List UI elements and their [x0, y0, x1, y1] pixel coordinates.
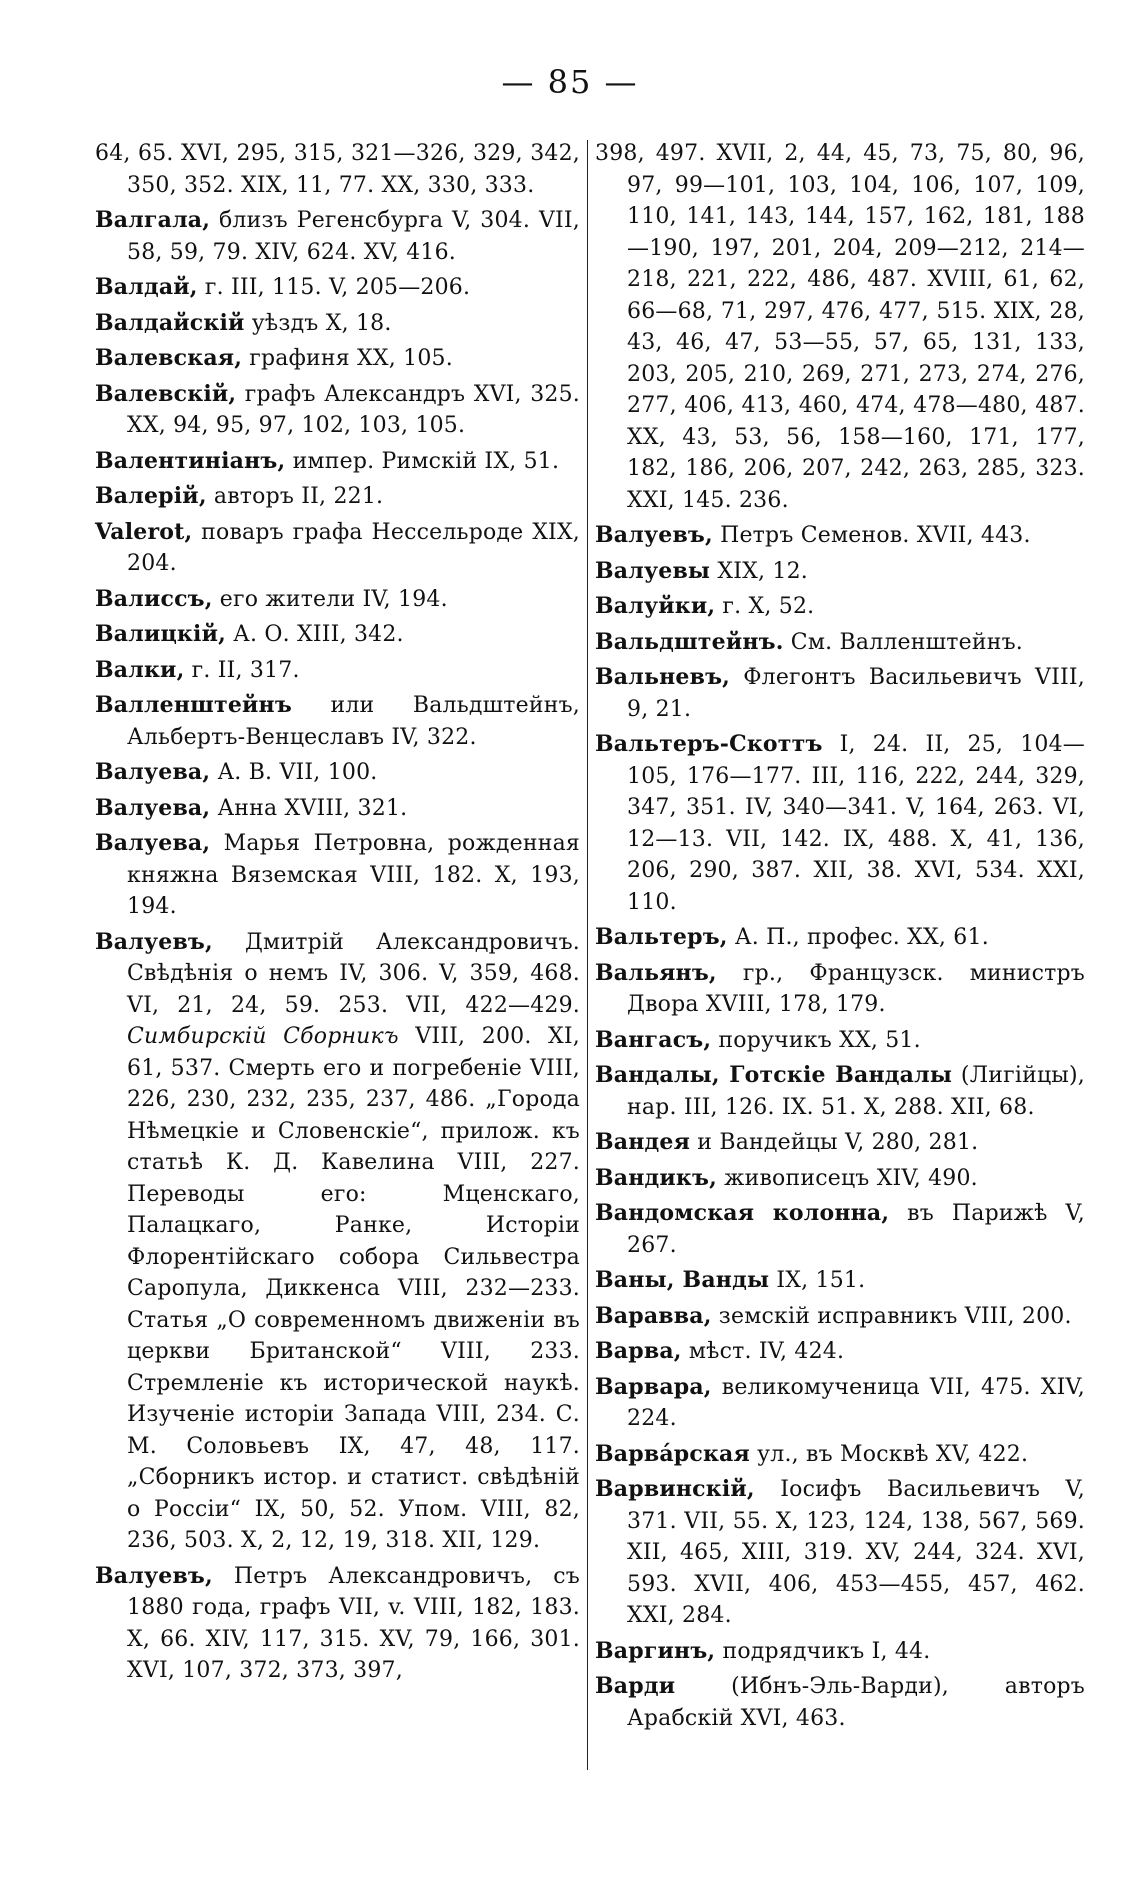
entry-text: ул., въ Москвѣ XV, 422.	[749, 1441, 1029, 1467]
index-entry	[595, 627, 1085, 659]
entry-text: живописецъ XIV, 490.	[716, 1165, 978, 1191]
entry-heading: Валуева,	[95, 830, 211, 856]
index-entry	[595, 1474, 1085, 1632]
entry-text: (Ибнъ-Эль-Варди), авторъ Арабскій XVI, 463.	[627, 1674, 1085, 1731]
entry-heading: Valerot,	[95, 518, 193, 545]
entry-text: г. II, 317.	[184, 657, 300, 683]
column-divider	[587, 140, 588, 1770]
entry-heading: Вальянъ,	[595, 959, 717, 986]
entry-text: Флегонтъ Васильевичъ VIII, 9, 21.	[627, 665, 1085, 722]
entry-heading: Валиссъ,	[95, 585, 213, 612]
entry-heading: Валевскій,	[95, 380, 237, 407]
index-entry	[95, 690, 580, 753]
index-entry	[595, 1301, 1085, 1333]
index-entry	[95, 343, 580, 375]
entry-heading: Валдай,	[95, 274, 198, 300]
entry-heading: Валуйки,	[595, 593, 716, 619]
entry-text: подрядчикъ I, 44.	[715, 1638, 931, 1664]
entry-heading: Валуевъ,	[95, 928, 213, 955]
entry-text: г. X, 52.	[715, 594, 815, 619]
entry-heading: Валуевы	[595, 557, 711, 584]
index-entry	[595, 1671, 1085, 1734]
entry-text: Дмитрій Александровичъ. Свѣдѣнія о немъ IV, 306. V, 359, 468. VI, 21, 24, 59. 253. VII, 422—429.	[127, 929, 580, 1018]
index-entry	[595, 1336, 1085, 1368]
index-entry	[95, 828, 580, 923]
index-entry	[95, 793, 580, 825]
left-column	[95, 138, 580, 1691]
entry-text: уѣздъ X, 18.	[244, 310, 392, 336]
entry-heading: Ваны, Ванды	[595, 1267, 770, 1293]
entry-text: импер. Римскій IX, 51.	[285, 448, 560, 474]
entry-text: поваръ графа Нессельроде XIX, 204.	[127, 519, 580, 576]
entry-text-continued: VIII, 200. XI, 61, 537. Смерть его и погребеніе VIII, 226, 230, 232, 235, 237, 486. „Города Нѣмецкіе и Словенскіе“, прилож. къ статьѣ К. Д. Кавелина VIII, 227. Переводы его: Мценскаго, Палацкаго, Ранке, Исторіи Флорентійскаго собора Сильвестра Саропула, Диккенса VIII, 232—233. Статья „О современномъ движеніи въ церкви Британской“ VIII, 233. Стремленіе къ исторической наукѣ. Изученіе исторіи Запада VIII, 234. С. М. Соловьевъ IX, 47, 48, 117. „Сборникъ истор. и статист. свѣдѣній о Россіи“ IX, 50, 52. Упом. VIII, 82, 236, 503. X, 2, 12, 19, 318. XII, 129.	[127, 1024, 580, 1553]
entry-text: Анна XVIII, 321.	[210, 795, 408, 821]
index-entry	[95, 584, 580, 616]
entry-heading: Валки,	[95, 656, 185, 683]
entry-heading: Валдайскій	[95, 309, 245, 336]
entry-text: А. О. XIII, 342.	[225, 622, 404, 647]
entry-heading: Валгала,	[95, 207, 211, 233]
index-entry	[595, 591, 1085, 623]
index-entry	[95, 927, 580, 1557]
entry-heading: Валевская,	[95, 345, 243, 371]
entry-text: Петръ Семенов. XVII, 443.	[712, 523, 1031, 548]
index-entry	[95, 619, 580, 651]
entry-heading: Вальневъ,	[595, 664, 731, 690]
index-entry	[595, 922, 1085, 954]
entry-heading: Варвара,	[595, 1373, 712, 1400]
index-entry	[595, 556, 1085, 588]
entry-heading: Вальдштейнъ.	[595, 628, 784, 655]
index-entry	[95, 655, 580, 687]
entry-text: 398, 497. XVII, 2, 44, 45, 73, 75, 80, 96, 97, 99—101, 103, 104, 106, 107, 109, 110, 141, 143, 144, 157, 162, 181, 188—190, 197, 201, 204, 209—212, 214—218, 221, 222, 486, 487. XVIII, 61, 62, 66—68, 71, 297, 476, 477, 515. XIX, 28, 43, 46, 47, 53—55, 57, 65, 131, 133, 203, 205, 210, 269, 271, 273, 274, 276, 277, 406, 413, 460, 474, 478—480, 487. XX, 43, 53, 56, 158—160, 171, 177, 182, 186, 206, 207, 242, 263, 285, 323. XXI, 145. 236.	[595, 141, 1085, 513]
index-entry	[595, 1163, 1085, 1195]
entry-heading: Валерій,	[95, 483, 207, 509]
index-entry	[595, 1198, 1085, 1261]
index-entry	[595, 958, 1085, 1021]
entry-heading: Вандалы, Готскіе Вандалы	[595, 1062, 953, 1088]
entry-heading: Варва,	[595, 1338, 682, 1364]
entry-text: въ Парижѣ V, 267.	[627, 1201, 1085, 1258]
entry-text: авторъ II, 221.	[206, 484, 384, 509]
entry-heading: Варди	[595, 1673, 676, 1699]
index-entry	[95, 481, 580, 513]
index-entry	[595, 1372, 1085, 1435]
index-entry	[95, 308, 580, 340]
entry-heading: Варва́рская	[595, 1440, 750, 1467]
index-entry	[595, 1265, 1085, 1297]
entry-heading: Варавва,	[595, 1302, 712, 1329]
entry-text: IX, 151.	[769, 1268, 866, 1293]
index-entry	[595, 1439, 1085, 1471]
entry-text: близъ Регенсбурга V, 304. VII, 58, 59, 79. XIV, 624. XV, 416.	[127, 208, 580, 265]
entry-text: (Лигійцы), нар. III, 126. IX. 51. X, 288. XII, 68.	[627, 1063, 1085, 1120]
entry-text: его жители IV, 194.	[212, 586, 448, 612]
entry-text: и Вандейцы V, 280, 281.	[690, 1130, 979, 1155]
index-entry	[95, 379, 580, 442]
index-entry	[95, 757, 580, 789]
index-entry	[595, 1127, 1085, 1159]
entry-text: графиня XX, 105.	[242, 346, 453, 371]
index-entry	[595, 1636, 1085, 1668]
entry-text: См. Валленштейнъ.	[783, 629, 1023, 655]
index-entry	[95, 1561, 580, 1687]
entry-text: Петръ Александровичъ, съ 1880 года, графъ VII, v. VIII, 182, 183. X, 66. XIV, 117, 315. XV, 79, 166, 301. XVI, 107, 372, 373, 397,	[127, 1563, 580, 1683]
entry-heading: Вандомская колонна,	[595, 1200, 890, 1226]
entry-heading: Валуева,	[95, 794, 211, 821]
entry-heading: Валентиніанъ,	[95, 447, 286, 474]
entry-text: I, 24. II, 25, 104—105, 176—177. III, 116, 222, 244, 329, 347, 351. IV, 340—341. V, 164, 263. VI, 12—13. VII, 142. IX, 488. X, 41, 136, 206, 290, 387. XII, 38. XVI, 534. XXI, 110.	[627, 732, 1085, 915]
index-entry	[595, 138, 1085, 516]
entry-text: гр., Французск. министръ Двора XVIII, 178, 179.	[627, 960, 1085, 1017]
entry-text: или Вальдштейнъ, Альбертъ-Венцеславъ IV, 322.	[127, 693, 580, 750]
index-entry	[595, 520, 1085, 552]
entry-text: великомученица VII, 475. XIV, 224.	[627, 1374, 1085, 1431]
index-entry	[95, 272, 580, 304]
entry-heading: Вангасъ,	[595, 1026, 712, 1053]
right-column	[595, 138, 1085, 1738]
entry-italic-title: Симбирскій Сборникъ	[127, 1024, 399, 1049]
entry-heading: Варгинъ,	[595, 1637, 716, 1664]
entry-text: Іосифъ Васильевичъ V, 371. VII, 55. X, 123, 124, 138, 567, 569. XII, 465, XIII, 319. XV, 244, 324. XVI, 593. XVII, 406, 453—455, 457, 462. XXI, 284.	[627, 1477, 1085, 1628]
index-entry	[95, 138, 580, 201]
index-entry	[595, 729, 1085, 918]
entry-text: Марья Петровна, рожденная княжна Вяземская VIII, 182. X, 193, 194.	[127, 831, 580, 919]
entry-text: графъ Александръ XVI, 325. XX, 94, 95, 97, 102, 103, 105.	[127, 381, 580, 438]
entry-heading: Варвинскій,	[595, 1476, 755, 1502]
index-entry	[595, 662, 1085, 725]
index-entry	[595, 1060, 1085, 1123]
page-number: — 85 —	[501, 63, 639, 101]
entry-heading: Валуева,	[95, 759, 211, 785]
entry-text: 64, 65. XVI, 295, 315, 321—326, 329, 342, 350, 352. XIX, 11, 77. XX, 330, 333.	[95, 141, 580, 198]
entry-heading: Валуевъ,	[595, 522, 713, 548]
index-entry	[595, 1025, 1085, 1057]
entry-heading: Вандикъ,	[595, 1164, 717, 1191]
entry-heading: Вальтеръ,	[595, 924, 728, 950]
entry-heading: Валуевъ,	[95, 1562, 213, 1589]
index-entry	[95, 446, 580, 478]
entry-text: г. III, 115. V, 205—206.	[197, 275, 471, 300]
entry-text: А. П., профес. XX, 61.	[727, 925, 989, 950]
entry-text: поручикъ XX, 51.	[711, 1027, 921, 1053]
entry-text: земскій исправникъ VIII, 200.	[711, 1303, 1072, 1329]
entry-heading: Валленштейнъ	[95, 692, 292, 718]
entry-heading: Вальтеръ-Скоттъ	[595, 731, 823, 757]
entry-text: мѣст. IV, 424.	[681, 1339, 845, 1364]
entry-text: А. В. VII, 100.	[210, 760, 378, 785]
entry-text: XIX, 12.	[710, 558, 808, 584]
entry-heading: Вандея	[595, 1129, 691, 1155]
entry-heading: Валицкій,	[95, 621, 226, 647]
index-entry	[95, 517, 580, 580]
index-entry	[95, 205, 580, 268]
